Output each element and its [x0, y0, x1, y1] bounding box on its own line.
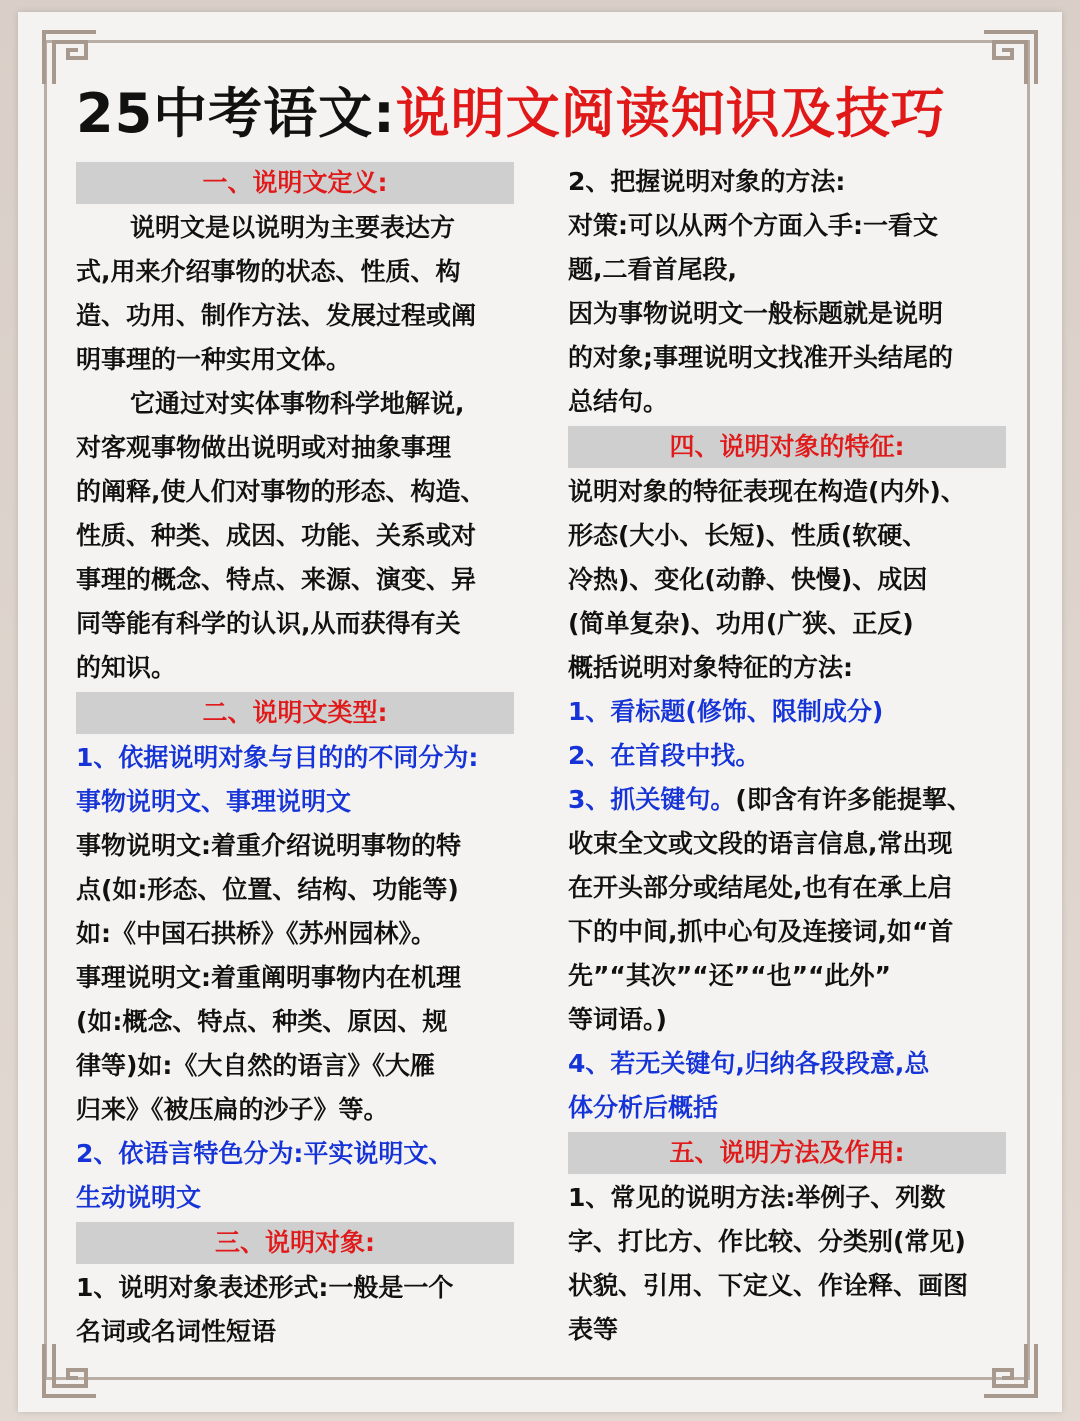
text-line: 点(如:形态、位置、结构、功能等) [76, 875, 459, 904]
text-line: 1、说明对象表述形式:一般是一个 [76, 1273, 454, 1302]
text-line: 状貌、引用、下定义、作诠释、画图 [568, 1271, 969, 1300]
text-line: 性质、种类、成因、功能、关系或对 [76, 521, 477, 550]
title-highlight: 说明文阅读知识及技巧 [395, 82, 946, 145]
text-line: (如:概念、特点、种类、原因、规 [76, 1007, 448, 1036]
highlight-line: 生动说明文 [76, 1183, 202, 1212]
text-line: 先”“其次”“还”“也”“此外” [568, 961, 891, 990]
highlight-text: 3、抓关键句。 [568, 785, 736, 814]
text-line: 事理的概念、特点、来源、演变、异 [76, 565, 477, 594]
text-line: 2、把握说明对象的方法: [568, 167, 846, 196]
text-line: 等词语。) [568, 1005, 667, 1034]
text-line: 在开头部分或结尾处,也有在承上启 [568, 873, 953, 902]
highlight-line: 2、依语言特色分为:平实说明文、 [76, 1139, 454, 1168]
highlight-line: 1、依据说明对象与目的的不同分为: [76, 743, 479, 772]
section-heading: 一、说明文定义: [76, 162, 514, 204]
text-span: (即含有许多能提挈、 [735, 785, 972, 814]
text-line: 同等能有科学的认识,从而获得有关 [76, 609, 461, 638]
highlight-line: 事物说明文、事理说明文 [76, 787, 352, 816]
highlight-line: 4、若无关键句,归纳各段段意,总 [568, 1049, 930, 1078]
text-line: 说明文是以说明为主要表达方 [130, 213, 456, 242]
text-line: 的对象;事理说明文找准开头结尾的 [568, 343, 953, 372]
section-heading: 五、说明方法及作用: [568, 1132, 1006, 1174]
text-line: 题,二看首尾段, [568, 255, 737, 284]
highlight-line: 1、看标题(修饰、限制成分) [568, 697, 884, 726]
text-line: 事物说明文:着重介绍说明事物的特 [76, 831, 461, 860]
section-heading: 二、说明文类型: [76, 692, 514, 734]
text-line: 的阐释,使人们对事物的形态、构造、 [76, 477, 486, 506]
text-line: 下的中间,抓中心句及连接词,如“首 [568, 917, 954, 946]
section-heading: 三、说明对象: [76, 1222, 514, 1264]
text-line: 对客观事物做出说明或对抽象事理 [76, 433, 452, 462]
text-line: 律等)如:《大自然的语言》《大雁 [76, 1051, 435, 1080]
text-line: 如:《中国石拱桥》《苏州园林》。 [76, 919, 436, 948]
section-heading: 四、说明对象的特征: [568, 426, 1006, 468]
page-title [76, 78, 1016, 150]
text-line: 冷热)、变化(动静、快慢)、成因 [568, 565, 928, 594]
text-line: 它通过对实体事物科学地解说, [130, 389, 465, 418]
text-line: 因为事物说明文一般标题就是说明 [568, 299, 944, 328]
text-line: 形态(大小、长短)、性质(软硬、 [568, 521, 928, 550]
text-line: 概括说明对象特征的方法: [568, 653, 853, 682]
text-line: 明事理的一种实用文体。 [76, 345, 352, 374]
text-line: 收束全文或文段的语言信息,常出现 [568, 829, 953, 858]
text-line: 1、常见的说明方法:举例子、列数 [568, 1183, 946, 1212]
text-line: 字、打比方、作比较、分类别(常见) [568, 1227, 966, 1256]
text-line: 对策:可以从两个方面入手:一看文 [568, 211, 938, 240]
highlight-line: 2、在首段中找。 [568, 741, 761, 770]
text-line [568, 778, 1006, 822]
left-column [76, 160, 514, 1354]
right-column [568, 160, 1006, 1352]
text-line: 表等 [568, 1315, 619, 1344]
text-line: 式,用来介绍事物的状态、性质、构 [76, 257, 461, 286]
text-line: 归来》《被压扁的沙子》等。 [76, 1095, 389, 1124]
text-line: 说明对象的特征表现在构造(内外)、 [568, 477, 966, 506]
text-line: 的知识。 [76, 653, 177, 682]
highlight-line: 体分析后概括 [568, 1093, 719, 1122]
text-line: 总结句。 [568, 387, 669, 416]
text-line: 事理说明文:着重阐明事物内在机理 [76, 963, 461, 992]
text-line: (简单复杂)、功用(广狭、正反) [568, 609, 914, 638]
text-line: 造、功用、制作方法、发展过程或阐 [76, 301, 477, 330]
text-line: 名词或名词性短语 [76, 1317, 277, 1346]
title-prefix: 25中考语文: [76, 82, 396, 145]
